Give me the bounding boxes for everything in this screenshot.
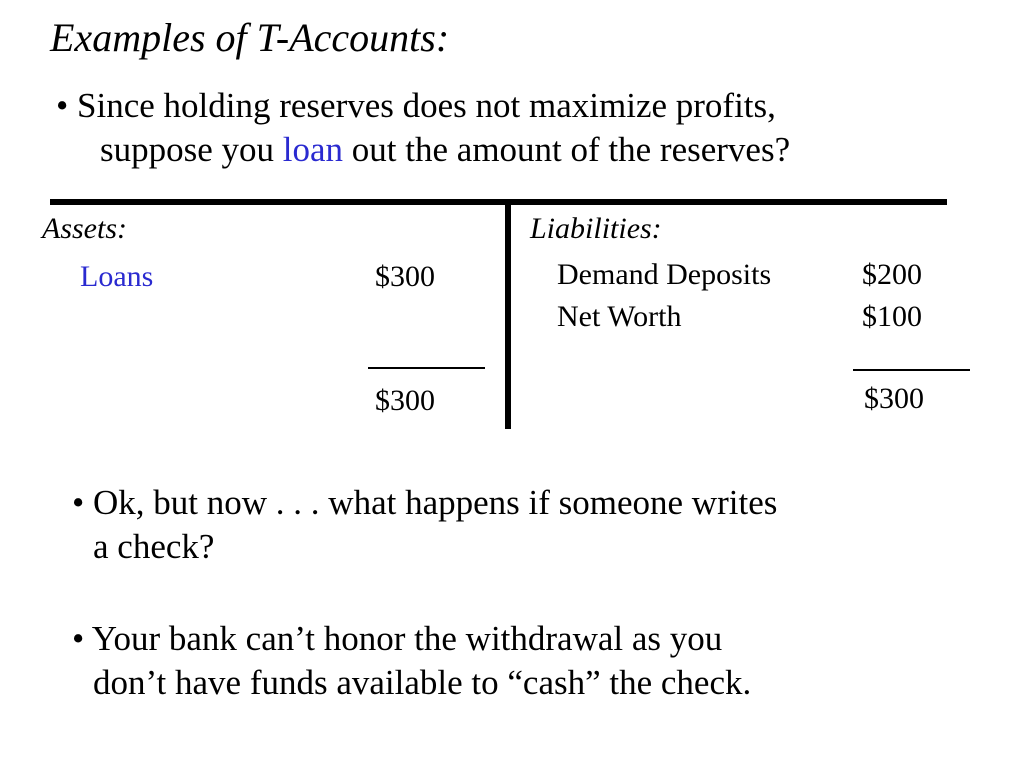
- slide-title: Examples of T-Accounts:: [50, 15, 450, 60]
- bullet-check-question-line-1: [72, 481, 777, 525]
- liabilities-total-rule: [853, 369, 970, 371]
- liabilities-item-demand-deposits-label: Demand Deposits: [557, 258, 772, 291]
- bullet-marker: •: [72, 483, 85, 522]
- bullet-cannot-honor-text-1: Your bank can’t honor the withdrawal as you: [91, 619, 723, 658]
- intro-line-1-text: Since holding reserves does not maximize profits,: [77, 86, 776, 125]
- intro-line-2-after: out the amount of the reserves?: [343, 130, 791, 169]
- intro-line-2: [56, 128, 790, 172]
- assets-total: $300: [375, 384, 435, 417]
- intro-line-1: [56, 84, 790, 128]
- bullet-cannot-honor-line-2: don’t have funds available to “cash” the check.: [93, 663, 752, 702]
- assets-heading: Assets:: [42, 212, 127, 245]
- liabilities-heading: Liabilities:: [530, 212, 662, 245]
- assets-item-loans-amount: $300: [375, 260, 435, 293]
- bullet-cannot-honor: [72, 617, 751, 705]
- liabilities-item-net-worth-amount: $100: [862, 300, 922, 333]
- intro-bullet: [56, 84, 790, 172]
- liabilities-total: $300: [864, 382, 924, 415]
- bullet-check-question: [72, 481, 777, 569]
- liabilities-item-net-worth-label: Net Worth: [557, 300, 682, 333]
- assets-total-rule: [368, 367, 485, 369]
- intro-loan-highlight: loan: [282, 130, 344, 169]
- liabilities-item-demand-deposits-amount: $200: [862, 258, 922, 291]
- bullet-marker: •: [72, 619, 85, 658]
- intro-bullet-marker: •: [56, 86, 69, 125]
- intro-line-2-before: suppose you: [100, 130, 283, 169]
- bullet-check-question-line-2: a check?: [93, 527, 215, 566]
- bullet-cannot-honor-line-1: [72, 617, 751, 661]
- assets-item-loans-label: Loans: [80, 260, 154, 293]
- t-account-top-bar: [50, 199, 947, 205]
- bullet-check-question-text-1: Ok, but now . . . what happens if someone writes: [93, 483, 778, 522]
- t-account-divider: [505, 199, 511, 429]
